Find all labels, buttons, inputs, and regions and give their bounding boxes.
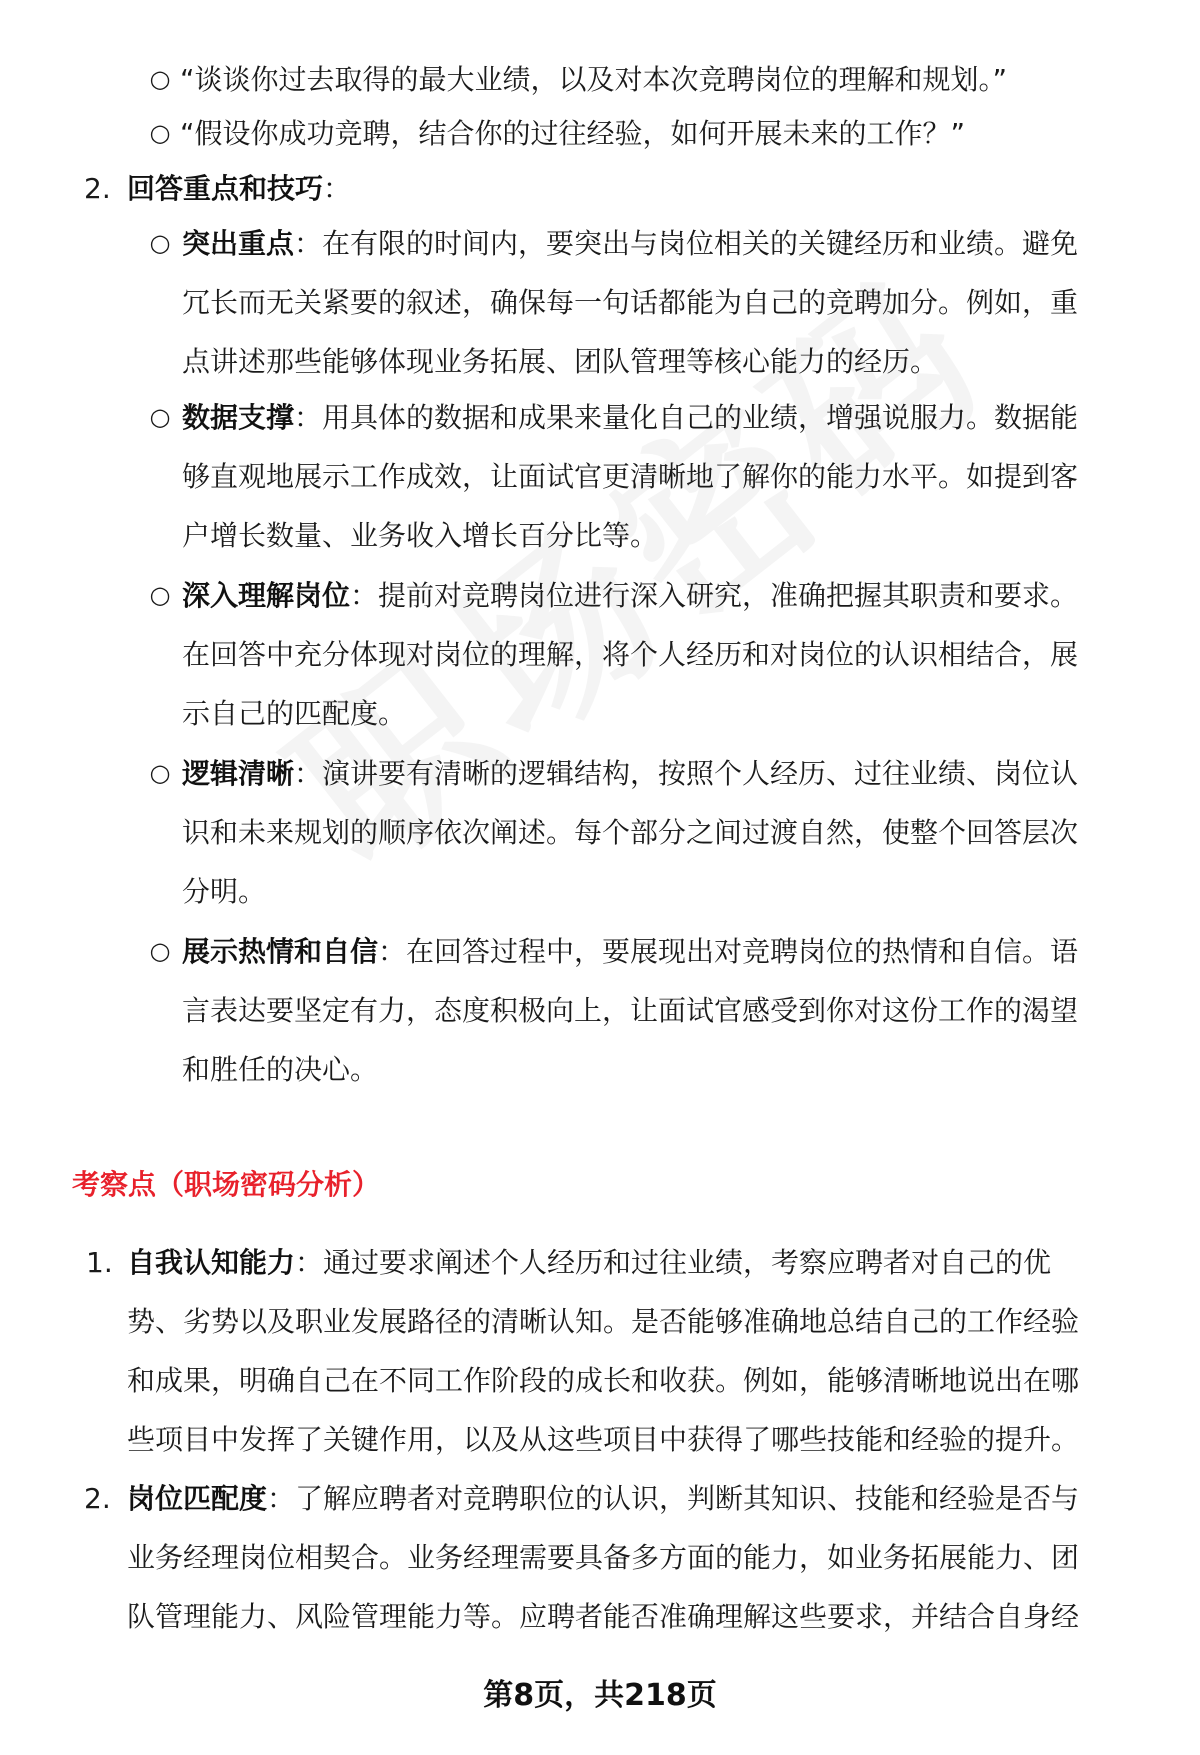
bullet-circle-icon: ○ xyxy=(149,403,171,431)
assessment-text-line: 业务经理岗位相契合。业务经理需要具备多方面的能力，如业务拓展能力、团 xyxy=(127,1541,1080,1574)
list-number: 2. xyxy=(84,172,111,205)
tip-text-line: ：演讲要有清晰的逻辑结构，按照个人经历、过往业绩、岗位认 xyxy=(294,757,1079,790)
bullet-circle-icon: ○ xyxy=(149,937,171,965)
tip-text-line: 够直观地展示工作成效，让面试官更清晰地了解你的能力水平。如提到客 xyxy=(182,460,1079,493)
section-subheading-title: 回答重点和技巧 xyxy=(127,172,324,205)
tip-text-line: 户增长数量、业务收入增长百分比等。 xyxy=(182,519,659,552)
assessment-item xyxy=(127,1469,1079,1646)
page-number-footer: 第8页，共218页 xyxy=(483,1678,717,1713)
tip-item xyxy=(182,566,1078,743)
tip-text-line: ：用具体的数据和成果来量化自己的业绩，增强说服力。数据能 xyxy=(294,401,1079,434)
bullet-circle-icon: ○ xyxy=(149,581,171,609)
section-subheading-colon: ： xyxy=(323,172,352,205)
assessment-label: 自我认知能力 xyxy=(127,1246,296,1279)
assessment-text-line: 势、劣势以及职业发展路径的清晰认知。是否能够准确地总结自己的工作经验 xyxy=(127,1305,1080,1338)
tip-text-line: 和胜任的决心。 xyxy=(182,1053,379,1086)
tip-item xyxy=(182,214,1078,391)
tip-text-line: 识和未来规划的顺序依次阐述。每个部分之间过渡自然，使整个回答层次 xyxy=(182,816,1079,849)
tip-text-line: 点讲述那些能够体现业务拓展、团队管理等核心能力的经历。 xyxy=(182,345,939,378)
tip-text-line: 在回答中充分体现对岗位的理解，将个人经历和对岗位的认识相结合，展 xyxy=(182,638,1079,671)
question-text: “假设你成功竞聘，结合你的过往经验，如何开展未来的工作？” xyxy=(180,117,966,150)
assessment-label: 岗位匹配度 xyxy=(127,1482,268,1515)
tip-label: 展示热情和自信 xyxy=(182,935,379,968)
tip-label: 突出重点 xyxy=(182,227,295,260)
assessment-item xyxy=(127,1233,1079,1469)
tip-item xyxy=(182,388,1078,565)
tip-label: 逻辑清晰 xyxy=(182,757,295,790)
question-bullet xyxy=(180,50,1007,109)
assessment-text-line: 队管理能力、风险管理能力等。应聘者能否准确理解这些要求，并结合自身经 xyxy=(127,1600,1080,1633)
section-subheading xyxy=(127,159,351,218)
bullet-circle-icon: ○ xyxy=(149,65,171,93)
tip-label: 深入理解岗位 xyxy=(182,579,351,612)
section-heading: 考察点（职场密码分析） xyxy=(72,1168,381,1201)
tip-text-line: 言表达要坚定有力，态度积极向上，让面试官感受到你对这份工作的渴望 xyxy=(182,994,1079,1027)
assessment-text-line: 和成果，明确自己在不同工作阶段的成长和收获。例如，能够清晰地说出在哪 xyxy=(127,1364,1080,1397)
tip-text-line: ：提前对竞聘岗位进行深入研究，准确把握其职责和要求。 xyxy=(350,579,1079,612)
tip-text-line: ：在有限的时间内，要突出与岗位相关的关键经历和业绩。避免 xyxy=(294,227,1079,260)
question-bullet xyxy=(180,104,965,163)
list-number: 2. xyxy=(84,1482,111,1515)
bullet-circle-icon: ○ xyxy=(149,759,171,787)
tip-item xyxy=(182,922,1078,1099)
tip-text-line: 分明。 xyxy=(182,875,267,908)
assessment-text-line: 些项目中发挥了关键作用，以及从这些项目中获得了哪些技能和经验的提升。 xyxy=(127,1423,1080,1456)
list-number: 1. xyxy=(86,1246,113,1279)
bullet-circle-icon: ○ xyxy=(149,119,171,147)
question-text: “谈谈你过去取得的最大业绩，以及对本次竞聘岗位的理解和规划。” xyxy=(180,63,1008,96)
assessment-text-line: ：通过要求阐述个人经历和过往业绩，考察应聘者对自己的优 xyxy=(295,1246,1052,1279)
bullet-circle-icon: ○ xyxy=(149,229,171,257)
tip-text-line: ：在回答过程中，要展现出对竞聘岗位的热情和自信。语 xyxy=(378,935,1079,968)
tip-text-line: 示自己的匹配度。 xyxy=(182,697,407,730)
tip-item xyxy=(182,744,1078,921)
tip-label: 数据支撑 xyxy=(182,401,295,434)
assessment-text-line: ：了解应聘者对竞聘职位的认识，判断其知识、技能和经验是否与 xyxy=(267,1482,1080,1515)
tip-text-line: 冗长而无关紧要的叙述，确保每一句话都能为自己的竞聘加分。例如，重 xyxy=(182,286,1079,319)
